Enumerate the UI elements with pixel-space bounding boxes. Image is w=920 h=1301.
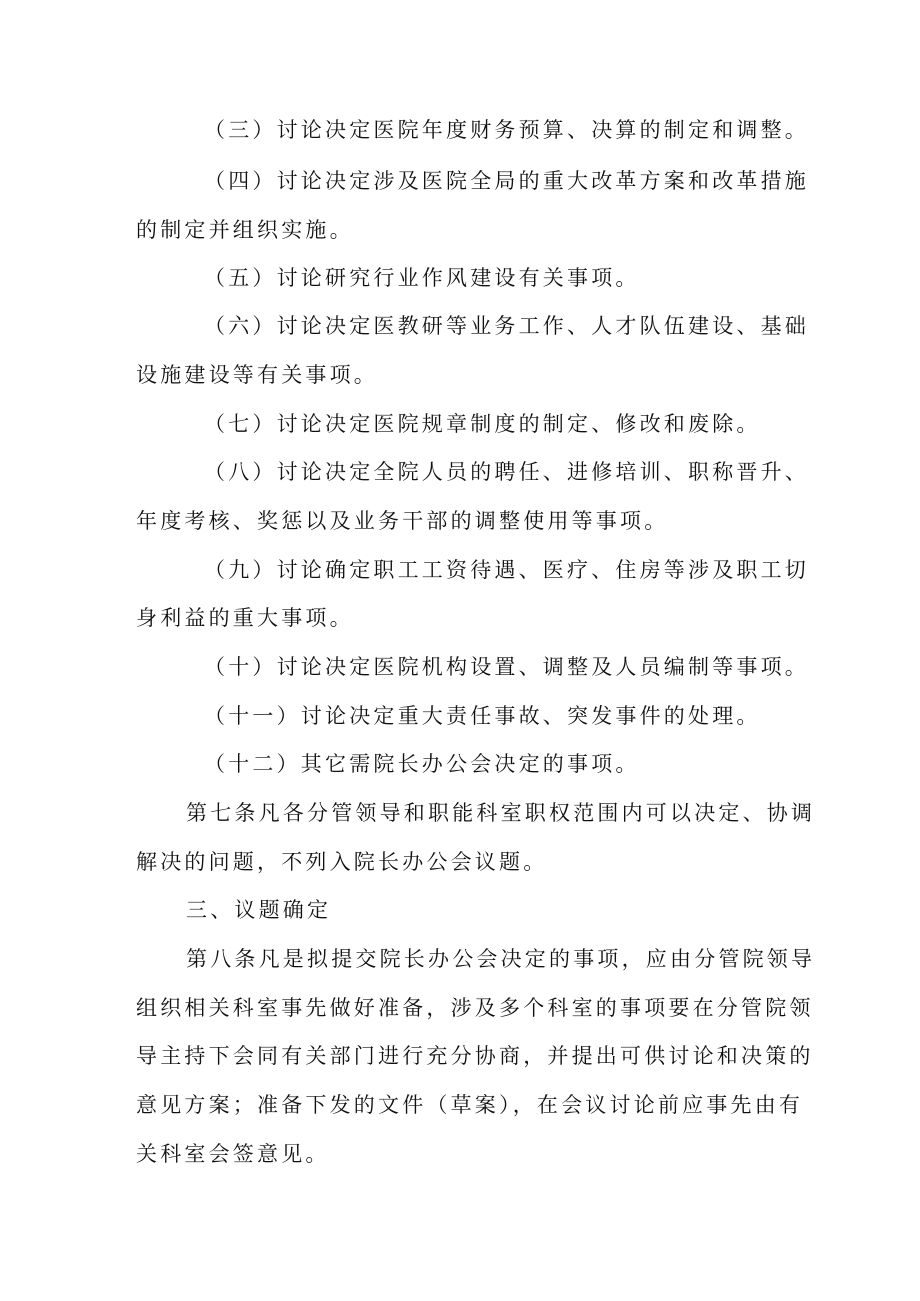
clause-8-line-1: （八）讨论决定全院人员的聘任、进修培训、职称晋升、	[204, 460, 809, 484]
clause-9-line-2: 身利益的重大事项。	[136, 606, 354, 630]
clause-8-line-2: 年度考核、奖惩以及业务干部的调整使用等事项。	[136, 509, 669, 533]
clause-7: （七）讨论决定医院规章制度的制定、修改和废除。	[204, 412, 761, 436]
clause-4-line-2: 的制定并组织实施。	[136, 218, 354, 242]
article-8-line-1: 第八条凡是拟提交院长办公会决定的事项，应由分管院领导	[186, 947, 816, 971]
clause-12: （十二）其它需院长办公会决定的事项。	[204, 752, 640, 776]
clause-6-line-2: 设施建设等有关事项。	[136, 363, 378, 387]
article-8-line-3: 导主持下会同有关部门进行充分协商，并提出可供讨论和决策的	[136, 1044, 814, 1068]
article-7-line-1: 第七条凡各分管领导和职能科室职权范围内可以决定、协调	[186, 801, 816, 825]
clause-5: （五）讨论研究行业作风建设有关事项。	[204, 266, 640, 290]
article-8-line-5: 关科室会签意见。	[136, 1142, 330, 1166]
article-8-line-2: 组织相关科室事先做好准备，涉及多个科室的事项要在分管院领	[136, 996, 814, 1020]
clause-3: （三）讨论决定医院年度财务预算、决算的制定和调整。	[204, 118, 809, 142]
article-8-line-4: 意见方案；准备下发的文件（草案），在会议讨论前应事先由有	[136, 1093, 804, 1117]
clause-4-line-1: （四）讨论决定涉及医院全局的重大改革方案和改革措施	[204, 169, 809, 193]
article-7-line-2: 解决的问题，不列入院长办公会议题。	[136, 850, 548, 874]
clause-11: （十一）讨论决定重大责任事故、突发事件的处理。	[204, 704, 761, 728]
clause-9-line-1: （九）讨论确定职工工资待遇、医疗、住房等涉及职工切	[204, 558, 809, 582]
section-heading-topic: 三、议题确定	[186, 898, 332, 922]
clause-6-line-1: （六）讨论决定医教研等业务工作、人才队伍建设、基础	[204, 314, 809, 338]
clause-10: （十）讨论决定医院机构设置、调整及人员编制等事项。	[204, 655, 809, 679]
